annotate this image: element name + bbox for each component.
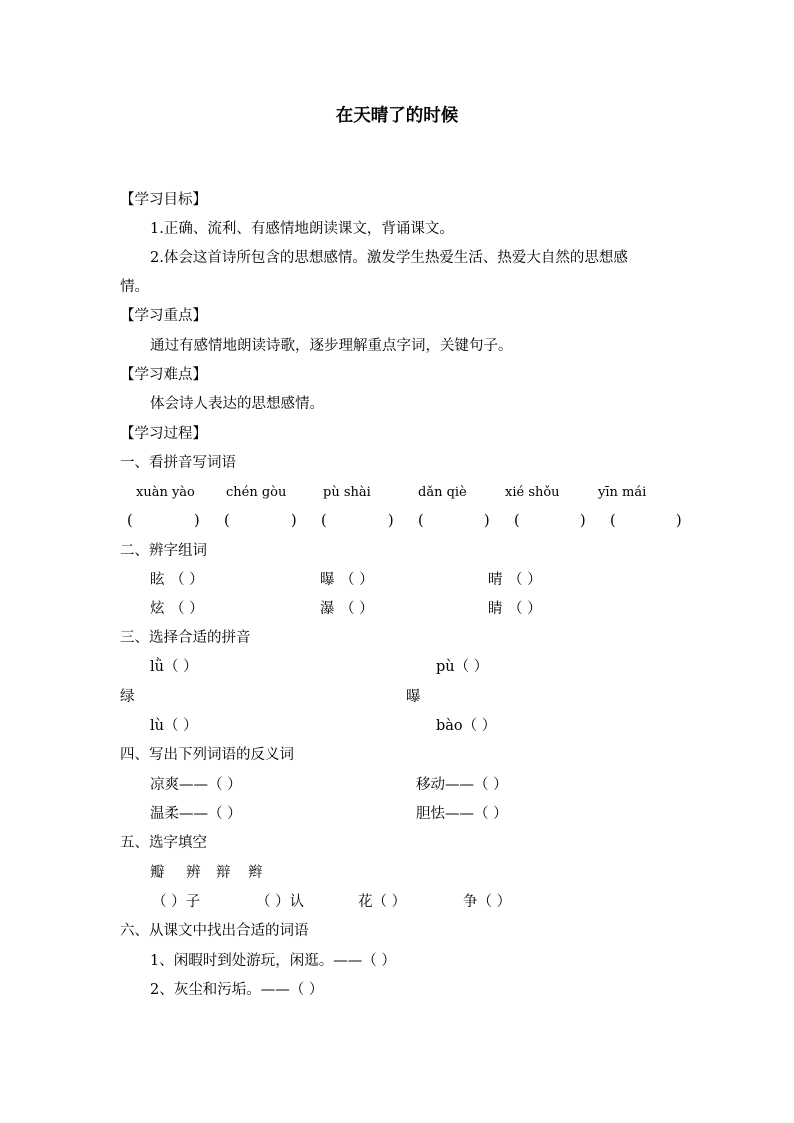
char-group-blank: （ ） xyxy=(170,572,204,588)
blank-open: ( xyxy=(610,513,616,529)
char-pu: 曝 xyxy=(406,689,421,705)
char-group-blank: （ ） xyxy=(508,601,542,617)
section-3-title: 三、选择合适的拼音 xyxy=(120,630,251,646)
char-group-blank: （ ） xyxy=(508,572,542,588)
blank-close: ) xyxy=(580,513,586,529)
section-4-title: 四、写出下列词语的反义词 xyxy=(120,747,294,763)
section-1-title: 一、看拼音写词语 xyxy=(120,455,236,471)
antonym-item: 凉爽——（ ） xyxy=(150,777,242,793)
goals-header: 【学习目标】 xyxy=(120,192,207,208)
page-title: 在天晴了的时候 xyxy=(335,106,459,126)
section-5-title: 五、选字填空 xyxy=(120,835,207,851)
fill-blank: 花（ ） xyxy=(358,894,407,910)
blank-open: ( xyxy=(418,513,424,529)
pinyin-item: dǎn qiè xyxy=(418,485,467,500)
blank-close: ) xyxy=(194,513,200,529)
pinyin-option-pu: pù（ ） xyxy=(436,659,489,675)
char-group-blank: （ ） xyxy=(340,601,374,617)
choice-char: 辩 xyxy=(216,865,231,881)
char-group-char: 睛 xyxy=(488,601,503,617)
key-points-header: 【学习重点】 xyxy=(120,308,207,324)
word-definition-item: 2、灰尘和污垢。——（ ） xyxy=(150,982,324,998)
char-lv: 绿 xyxy=(120,689,135,705)
char-group-blank: （ ） xyxy=(170,601,204,617)
antonym-item: 温柔——（ ） xyxy=(150,806,242,822)
choice-char: 瓣 xyxy=(150,865,165,881)
process-header: 【学习过程】 xyxy=(120,426,207,442)
goal-item-2-line1: 2.体会这首诗所包含的思想感情。激发学生热爱生活、热爱大自然的思想感 xyxy=(150,250,628,266)
fill-blank: 争（ ） xyxy=(463,894,512,910)
pinyin-item: chén gòu xyxy=(226,485,287,500)
difficulties-text: 体会诗人表达的思想感情。 xyxy=(150,396,324,412)
blank-open: ( xyxy=(127,513,133,529)
word-definition-item: 1、闲暇时到处游玩，闲逛。——（ ） xyxy=(150,953,396,969)
section-6-title: 六、从课文中找出合适的词语 xyxy=(120,923,309,939)
blank-open: ( xyxy=(224,513,230,529)
blank-close: ) xyxy=(676,513,682,529)
fill-blank: （ ）认 xyxy=(256,894,305,910)
choice-char: 辨 xyxy=(186,865,201,881)
char-group-char: 眩 xyxy=(150,572,165,588)
antonym-item: 移动——（ ） xyxy=(416,777,508,793)
blank-close: ) xyxy=(388,513,394,529)
blank-close: ) xyxy=(291,513,297,529)
pinyin-option-lu-bottom: lù（ ） xyxy=(150,718,198,734)
pinyin-item: yīn mái xyxy=(598,485,647,500)
pinyin-item: pù shài xyxy=(323,485,371,500)
fill-blank: （ ）子 xyxy=(152,894,201,910)
section-2-title: 二、辨字组词 xyxy=(120,543,207,559)
char-group-blank: （ ） xyxy=(340,572,374,588)
difficulties-header: 【学习难点】 xyxy=(120,367,207,383)
blank-open: ( xyxy=(321,513,327,529)
blank-open: ( xyxy=(514,513,520,529)
pinyin-option-lu-top: lǜ（ ） xyxy=(150,659,198,675)
char-group-char: 瀑 xyxy=(320,601,335,617)
goal-item-2-line2: 情。 xyxy=(120,279,149,295)
pinyin-item: xuàn yào xyxy=(136,485,195,500)
pinyin-item: xié shǒu xyxy=(505,485,560,500)
blank-close: ) xyxy=(484,513,490,529)
pinyin-option-bao: bào（ ） xyxy=(436,718,497,734)
goal-item-1: 1.正确、流利、有感情地朗读课文，背诵课文。 xyxy=(150,221,454,237)
antonym-item: 胆怯——（ ） xyxy=(416,806,508,822)
char-group-char: 炫 xyxy=(150,601,165,617)
char-group-char: 晴 xyxy=(488,572,503,588)
choice-char: 辫 xyxy=(248,865,263,881)
key-points-text: 通过有感情地朗读诗歌，逐步理解重点字词，关键句子。 xyxy=(150,338,513,354)
char-group-char: 曝 xyxy=(320,572,335,588)
